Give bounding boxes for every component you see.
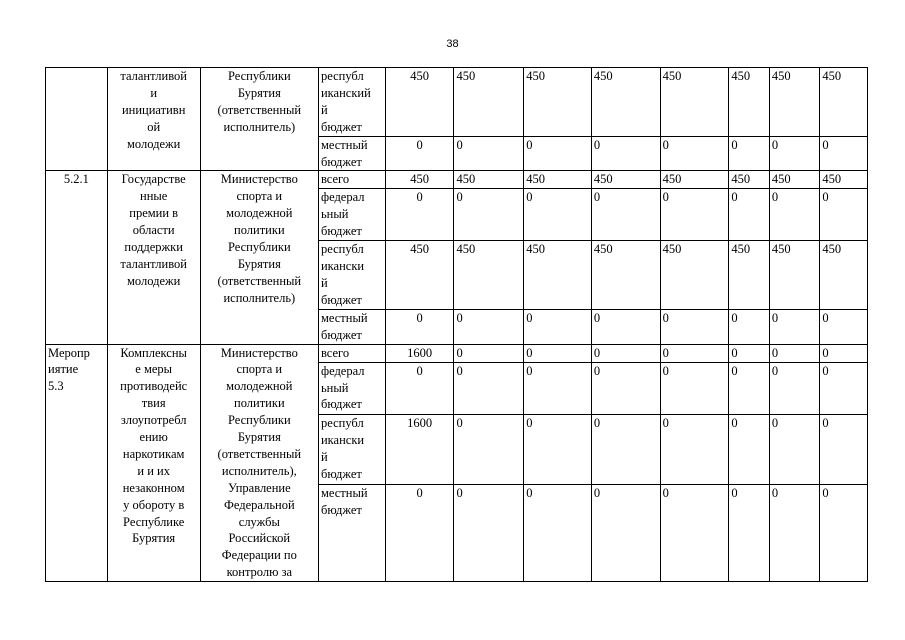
value-cell: 0: [820, 189, 868, 241]
value-cell: 0: [769, 189, 820, 241]
value-cell: 0: [820, 344, 868, 362]
value-cell: 450: [454, 171, 524, 189]
value-cell: 0: [524, 362, 592, 414]
executor-cell: Республики Бурятия (ответственный исполнитель): [200, 68, 318, 171]
value-cell: 0: [524, 415, 592, 485]
executor-cell: Министерство спорта и молодежной политики Республики Бурятия (ответственный исполнитель), Управление Федеральной службы Российской Федерации по контролю за: [200, 344, 318, 582]
value-cell: 0: [591, 484, 660, 581]
value-cell: 450: [524, 171, 592, 189]
value-cell: 0: [820, 309, 868, 344]
value-cell: 0: [524, 309, 592, 344]
funding-source-cell: федерал ьный бюджет: [318, 362, 385, 414]
value-cell: 0: [769, 136, 820, 171]
value-cell: 0: [729, 415, 769, 485]
value-cell: 450: [820, 171, 868, 189]
funding-source-cell: всего: [318, 171, 385, 189]
value-cell: 0: [385, 362, 454, 414]
value-cell: 450: [454, 241, 524, 310]
value-cell: 450: [660, 171, 729, 189]
value-cell: 0: [729, 362, 769, 414]
executor-cell: Министерство спорта и молодежной политики Республики Бурятия (ответственный исполнитель): [200, 171, 318, 344]
value-cell: 450: [660, 68, 729, 137]
value-cell: 0: [729, 484, 769, 581]
value-cell: 0: [769, 362, 820, 414]
value-cell: 0: [524, 344, 592, 362]
value-cell: 0: [820, 415, 868, 485]
value-cell: 0: [454, 136, 524, 171]
table-body: [46, 68, 868, 582]
value-cell: 0: [454, 189, 524, 241]
value-cell: 450: [591, 68, 660, 137]
row-code-cell: Меропр иятие 5.3: [46, 344, 108, 582]
value-cell: 0: [454, 415, 524, 485]
value-cell: 0: [591, 415, 660, 485]
value-cell: 450: [385, 171, 454, 189]
value-cell: 0: [769, 309, 820, 344]
value-cell: 0: [660, 362, 729, 414]
value-cell: 0: [524, 484, 592, 581]
value-cell: 450: [524, 68, 592, 137]
value-cell: 0: [729, 136, 769, 171]
row-code-cell: 5.2.1: [46, 171, 108, 344]
value-cell: 0: [769, 484, 820, 581]
funding-source-cell: республ иканский й бюджет: [318, 68, 385, 137]
measure-name-cell: талантливой и инициативн ой молодежи: [107, 68, 200, 171]
value-cell: 450: [591, 171, 660, 189]
value-cell: 0: [660, 136, 729, 171]
value-cell: 0: [660, 189, 729, 241]
value-cell: 0: [820, 362, 868, 414]
value-cell: 450: [820, 241, 868, 310]
value-cell: 0: [769, 344, 820, 362]
page-number: 38: [446, 38, 459, 50]
value-cell: 450: [769, 241, 820, 310]
value-cell: 0: [591, 362, 660, 414]
value-cell: 0: [820, 136, 868, 171]
value-cell: 0: [524, 136, 592, 171]
budget-table: [45, 67, 868, 582]
value-cell: 0: [591, 136, 660, 171]
value-cell: 0: [729, 309, 769, 344]
value-cell: 0: [660, 309, 729, 344]
funding-source-cell: федерал ьный бюджет: [318, 189, 385, 241]
funding-source-cell: местный бюджет: [318, 484, 385, 581]
value-cell: 0: [769, 415, 820, 485]
table-row: [46, 344, 868, 362]
value-cell: 0: [591, 189, 660, 241]
value-cell: 0: [820, 484, 868, 581]
value-cell: 0: [385, 484, 454, 581]
value-cell: 0: [385, 309, 454, 344]
value-cell: 0: [454, 344, 524, 362]
value-cell: 0: [454, 309, 524, 344]
value-cell: 1600: [385, 344, 454, 362]
value-cell: 450: [591, 241, 660, 310]
value-cell: 450: [729, 241, 769, 310]
value-cell: 0: [729, 344, 769, 362]
value-cell: 0: [660, 344, 729, 362]
funding-source-cell: всего: [318, 344, 385, 362]
value-cell: 450: [454, 68, 524, 137]
funding-source-cell: местный бюджет: [318, 136, 385, 171]
value-cell: 0: [524, 189, 592, 241]
value-cell: 0: [729, 189, 769, 241]
value-cell: 1600: [385, 415, 454, 485]
table-row: [46, 171, 868, 189]
table-row: [46, 68, 868, 137]
value-cell: 0: [385, 189, 454, 241]
funding-source-cell: республ икански й бюджет: [318, 241, 385, 310]
value-cell: 450: [524, 241, 592, 310]
value-cell: 450: [820, 68, 868, 137]
value-cell: 0: [660, 415, 729, 485]
row-code-cell: [46, 68, 108, 171]
measure-name-cell: Комплексны е меры противодейс твия злоупотребл ению наркотикам и и их незаконном у обороту в Республике Бурятия: [107, 344, 200, 582]
value-cell: 450: [729, 171, 769, 189]
value-cell: 0: [385, 136, 454, 171]
value-cell: 450: [660, 241, 729, 310]
value-cell: 450: [729, 68, 769, 137]
measure-name-cell: Государстве нные премии в области поддержки талантливой молодежи: [107, 171, 200, 344]
value-cell: 450: [769, 171, 820, 189]
value-cell: 0: [591, 344, 660, 362]
funding-source-cell: республ икански й бюджет: [318, 415, 385, 485]
value-cell: 450: [385, 241, 454, 310]
value-cell: 450: [385, 68, 454, 137]
value-cell: 0: [454, 484, 524, 581]
value-cell: 0: [454, 362, 524, 414]
value-cell: 0: [591, 309, 660, 344]
value-cell: 450: [769, 68, 820, 137]
funding-source-cell: местный бюджет: [318, 309, 385, 344]
value-cell: 0: [660, 484, 729, 581]
